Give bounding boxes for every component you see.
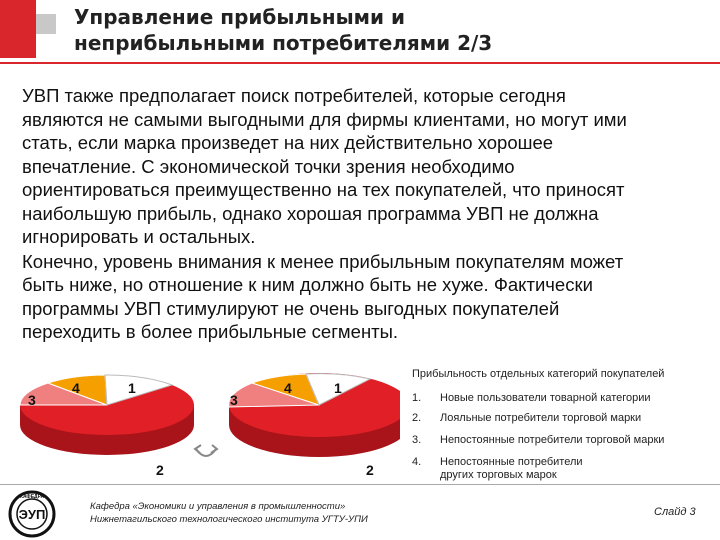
slide-title	[74, 4, 674, 56]
text-line: ориентироваться преимущественно на тех покупателей, что приносят	[22, 179, 625, 200]
text-line: программы УВП стимулируют не очень выгодных покупателей	[22, 297, 560, 319]
text-line: игнорировать и остальных.	[22, 226, 256, 247]
paragraph	[22, 84, 702, 249]
pie-right-label-3: 3	[230, 392, 238, 408]
legend-item-text: других торговых марок	[440, 469, 557, 481]
text-line: переходить в более прибыльные сегменты.	[22, 321, 399, 342]
footer-line: Кафедра «Экономики и управления в промышленности»	[90, 501, 346, 512]
pie-right-label-4: 4	[284, 380, 292, 396]
department-logo	[8, 490, 56, 538]
pie-right	[229, 373, 400, 457]
text-line: УВП также предполагает поиск потребителей, которые сегодня	[22, 85, 566, 106]
pie-right-label-2: 2	[366, 462, 374, 478]
legend-item-text: Непостоянные потребители торговой марки	[440, 434, 665, 446]
paragraph	[22, 250, 702, 344]
text-line: быть ниже, но отношение к ним должно быть не хуже. Фактически	[22, 274, 593, 295]
corner-accent	[0, 0, 36, 58]
logo-text: ЭУП	[18, 507, 46, 522]
pie-left	[20, 375, 194, 455]
legend-item-text: Новые пользователи товарной категории	[440, 392, 651, 404]
footer-divider	[0, 484, 720, 485]
pie-left-label-3: 3	[28, 392, 36, 408]
text-line: являются не самыми выгодными для фирмы клиентами, но могут ими	[22, 108, 627, 130]
text-line: Конечно, уровень внимания к менее прибыльным покупателям может	[22, 250, 624, 272]
legend-number: 3.	[412, 434, 422, 446]
legend-title: Прибыльность отдельных категорий покупателей	[412, 368, 665, 380]
legend-number: 2.	[412, 412, 422, 424]
corner-grey-square	[36, 14, 56, 34]
pie-left-label-1: 1	[128, 380, 136, 396]
slide-title-line: неприбыльными потребителями 2/3	[74, 31, 493, 55]
pie-left-label-4: 4	[72, 380, 80, 396]
pie-right-label-1: 1	[334, 380, 342, 396]
logo-ring-text: КАФЕДРА	[19, 494, 45, 500]
legend-item-text: Непостоянные потребители	[440, 456, 583, 468]
slide-title-line: Управление прибыльными и	[74, 5, 406, 29]
transition-arrow-icon	[195, 445, 217, 456]
text-line: стать, если марка произведет на них действительно хорошее	[22, 132, 554, 153]
slide-number: Слайд 3	[654, 506, 696, 518]
legend-number: 1.	[412, 392, 422, 404]
pie-left-label-2: 2	[156, 462, 164, 478]
slide-body	[22, 84, 702, 345]
footer-department	[90, 500, 368, 526]
legend-number: 4.	[412, 456, 422, 468]
legend-item-text: Лояльные потребители торговой марки	[440, 412, 642, 424]
text-line: наибольшую прибыль, однако хорошая программа УВП не должна	[22, 202, 599, 224]
title-divider	[0, 62, 720, 64]
footer-line: Нижнетагильского технологического института УГТУ-УПИ	[90, 514, 368, 525]
text-line: впечатление. С экономической точки зрения необходимо	[22, 155, 515, 177]
